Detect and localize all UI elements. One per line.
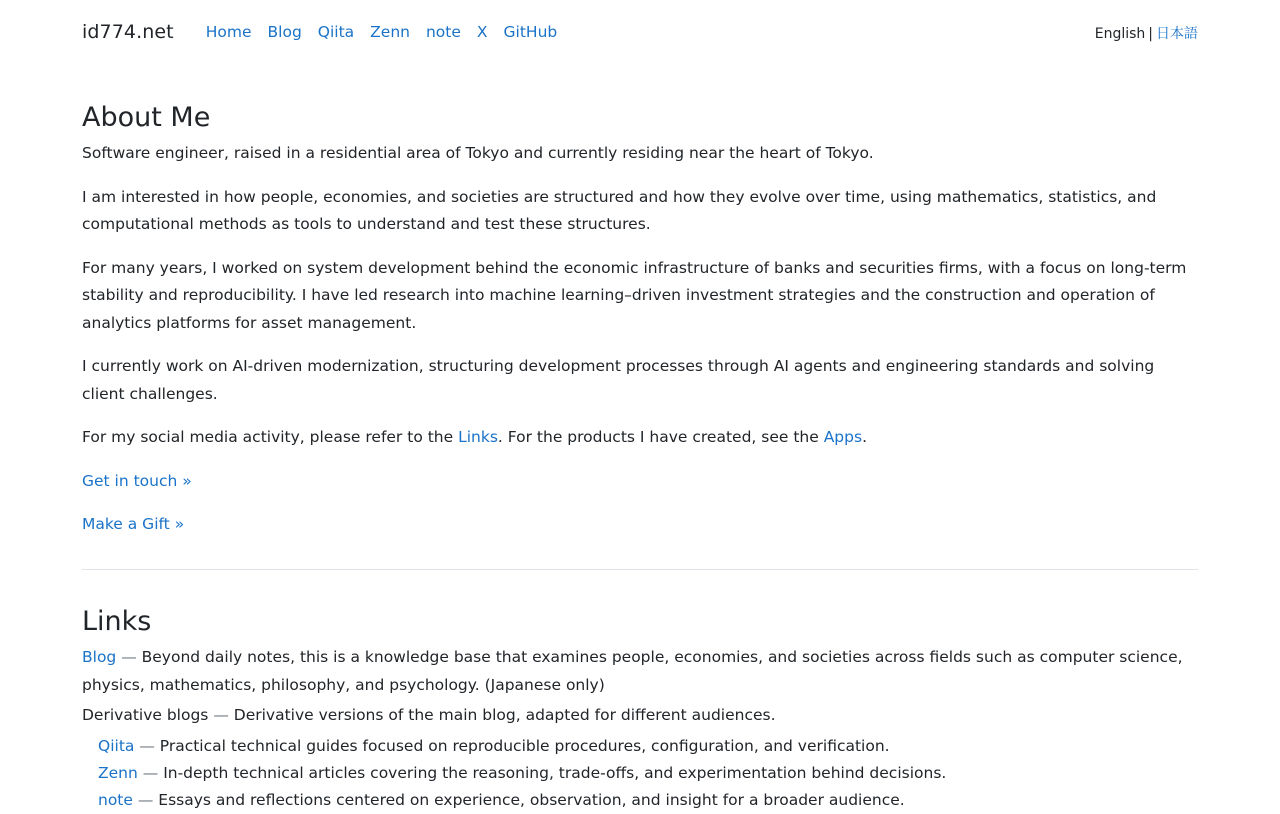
section-divider: [82, 569, 1198, 570]
make-a-gift-link[interactable]: Make a Gift »: [82, 515, 185, 534]
derivative-blog-list: [82, 733, 1198, 814]
page-container: [82, 0, 1198, 814]
derivative-label: Derivative blogs: [82, 706, 209, 725]
about-section: [82, 64, 1198, 539]
qiita-description: Practical technical guides focused on reproducible procedures, configuration, and verification.: [159, 736, 890, 755]
links-section: [82, 606, 1198, 814]
lang-current-english: English: [1094, 26, 1146, 42]
main-nav: [206, 23, 574, 41]
gift-row: [82, 511, 1198, 539]
dash-separator: —: [142, 763, 159, 782]
qiita-link[interactable]: Qiita: [98, 736, 135, 755]
nav-note[interactable]: note: [425, 23, 461, 41]
get-in-touch-link[interactable]: Get in touch »: [82, 471, 192, 490]
blog-description: Beyond daily notes, this is a knowledge base that examines people, economies, and societies across fields such as computer science, physics, mathematics, philosophy, and psychology. (Japanese only): [82, 648, 1183, 694]
p5-text-pre: For my social media activity, please refer to the: [82, 428, 459, 447]
dash-separator: —: [139, 736, 155, 755]
list-item: [98, 787, 1198, 814]
site-brand-link[interactable]: id774.net: [82, 21, 174, 43]
note-link[interactable]: note: [98, 790, 133, 809]
nav-x[interactable]: X: [476, 23, 488, 41]
links-title: Links: [82, 605, 152, 637]
zenn-link[interactable]: Zenn: [98, 763, 138, 782]
nav-qiita[interactable]: Qiita: [317, 23, 355, 41]
blog-link[interactable]: Blog: [82, 648, 117, 667]
apps-inline-link[interactable]: Apps: [823, 428, 863, 447]
p5-text-mid: . For the products I have created, see the: [497, 428, 824, 447]
about-paragraph-5: [82, 424, 1198, 452]
note-description: Essays and reflections centered on experience, observation, and insight for a broader audience.: [158, 790, 905, 809]
contact-row: [82, 468, 1198, 496]
link-entry-blog: [82, 644, 1198, 699]
language-switcher: [1095, 23, 1198, 43]
about-title: About Me: [82, 102, 211, 133]
zenn-description: In-depth technical articles covering the reasoning, trade-offs, and experimentation behind decisions.: [163, 763, 947, 782]
link-entry-derivative: [82, 702, 1198, 730]
dash-separator: —: [121, 648, 137, 667]
about-paragraph-1: Software engineer, raised in a residential area of Tokyo and currently residing near the heart of Tokyo.: [82, 144, 874, 163]
about-paragraph-3: For many years, I worked on system development behind the economic infrastructure of banks and securities firms, with a focus on long-term stability and reproducibility. I have led research into machine learning–driven investment strategies and the construction and operation of analytics platforms for asset management.: [82, 258, 1187, 332]
dash-separator: —: [137, 790, 154, 809]
list-item: [98, 733, 1198, 760]
lang-separator: |: [1148, 26, 1153, 42]
lang-japanese-link[interactable]: 日本語: [1156, 26, 1198, 42]
nav-github[interactable]: GitHub: [503, 23, 558, 41]
nav-zenn[interactable]: Zenn: [370, 23, 410, 41]
about-paragraph-2: I am interested in how people, economies, and societies are structured and how they evolve over time, using mathematics, statistics, and computational methods as tools to understand and test these structures.: [82, 187, 1157, 234]
nav-blog[interactable]: Blog: [267, 23, 302, 41]
p5-text-post: .: [862, 428, 867, 447]
dash-separator: —: [213, 706, 229, 725]
about-paragraph-4: I currently work on AI-driven modernization, structuring development processes through AI agents and engineering standards and solving client challenges.: [82, 357, 1155, 403]
top-navbar: [82, 0, 1198, 64]
list-item: [98, 760, 1198, 787]
links-inline-link[interactable]: Links: [458, 428, 498, 447]
derivative-description: Derivative versions of the main blog, adapted for different audiences.: [233, 706, 776, 725]
nav-home[interactable]: Home: [205, 23, 252, 41]
